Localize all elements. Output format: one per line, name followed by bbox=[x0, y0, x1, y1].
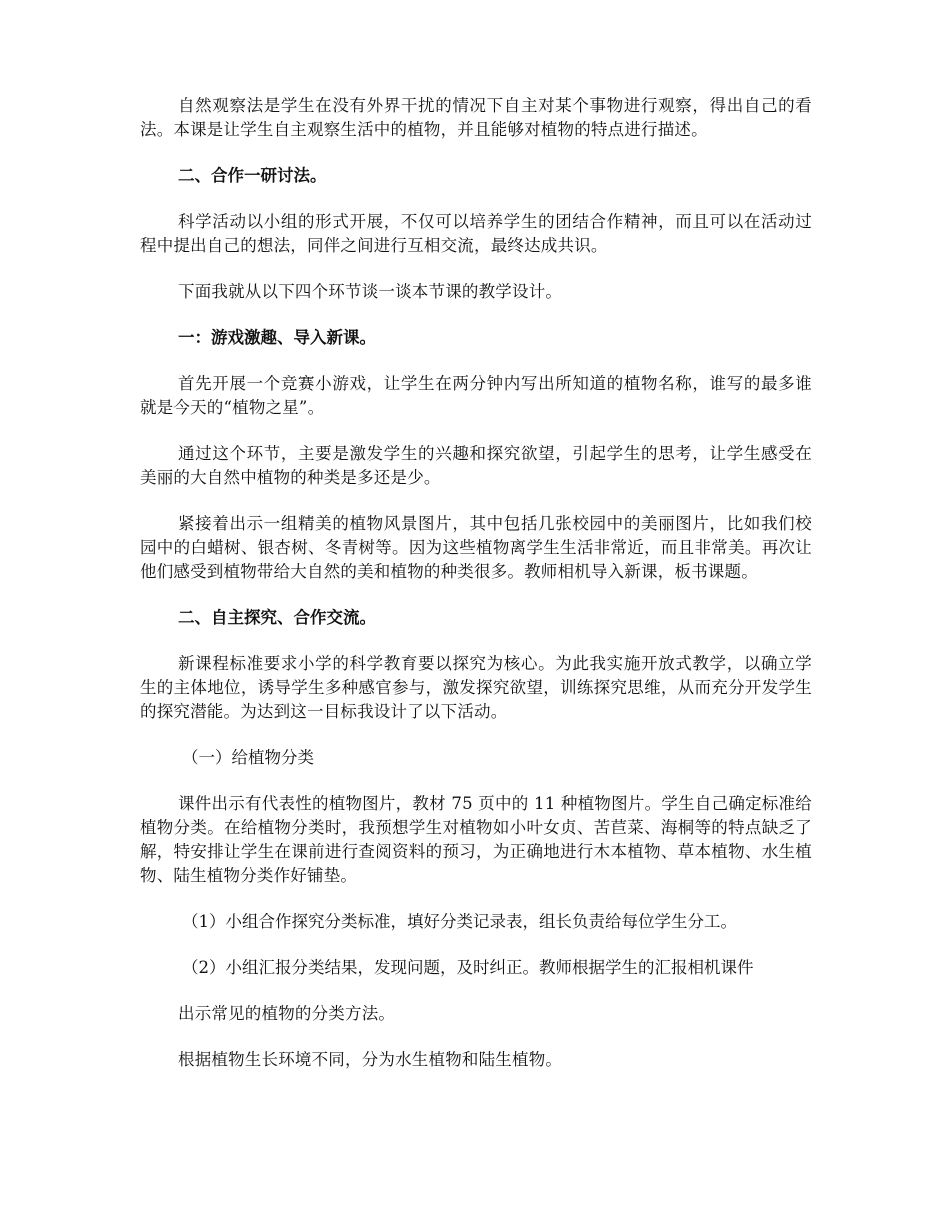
paragraph-growth-environment: 根据植物生长环境不同，分为水生植物和陆生植物。 bbox=[178, 1050, 563, 1069]
document-page bbox=[140, 94, 812, 1072]
paragraph-four-stages: 下面我就从以下四个环节谈一谈本节课的教学设计。 bbox=[178, 282, 563, 301]
list-item-1: （1）小组合作探究分类标准，填好分类记录表，组长负责给每位学生分工。 bbox=[182, 912, 737, 931]
paragraph-classification-methods: 出示常见的植物的分类方法。 bbox=[178, 1004, 396, 1023]
paragraph-courseware-pictures: 课件出示有代表性的植物图片，教材 75 页中的 11 种植物图片。学生自己确定标准给植物分类。在给植物分类时，我预想学生对植物如小叶女贞、苦苣菜、海桐等的特点缺乏了解，特安排让学生在课前进行查阅资料的预习，为正确地进行木本植物、草本植物、水生植物、陆生植物分类作好铺垫。 bbox=[140, 794, 812, 885]
paragraph-group-activity: 科学活动以小组的形式开展，不仅可以培养学生的团结合作精神，而且可以在活动过程中提出自己的想法，同伴之间进行互相交流，最终达成共识。 bbox=[140, 212, 812, 255]
paragraph-competition-game: 首先开展一个竞赛小游戏，让学生在两分钟内写出所知道的植物名称，谁写的最多谁就是今天的“植物之星”。 bbox=[140, 374, 812, 417]
heading-cooperative-method: 二、合作一研讨法。 bbox=[178, 166, 327, 185]
subheading-classify-plants: （一）给植物分类 bbox=[182, 748, 314, 767]
paragraph-stimulate-interest: 通过这个环节，主要是激发学生的兴趣和探究欲望，引起学生的思考，让学生感受在美丽的大自然中植物的种类是多还是少。 bbox=[140, 444, 812, 487]
list-item-2: （2）小组汇报分类结果，发现问题，及时纠正。教师根据学生的汇报相机课件 bbox=[182, 958, 754, 977]
paragraph-natural-observation: 自然观察法是学生在没有外界干扰的情况下自主对某个事物进行观察，得出自己的看法。本课是让学生自主观察生活中的植物，并且能够对植物的特点进行描述。 bbox=[140, 96, 812, 139]
paragraph-curriculum-standard: 新课程标准要求小学的科学教育要以探究为核心。为此我实施开放式教学，以确立学生的主体地位，诱导学生多种感官参与，激发探究欲望，训练探究思维，从而充分开发学生的探究潜能。为达到这一目标我设计了以下活动。 bbox=[140, 654, 812, 721]
heading-self-exploration: 二、自主探究、合作交流。 bbox=[178, 608, 376, 627]
paragraph-plant-pictures: 紧接着出示一组精美的植物风景图片，其中包括几张校园中的美丽图片，比如我们校园中的白蜡树、银杏树、冬青树等。因为这些植物离学生生活非常近，而且非常美。再次让他们感受到植物带给大自然的美和植物的种类很多。教师相机导入新课，板书课题。 bbox=[140, 514, 812, 581]
heading-game-intro: 一：游戏激趣、导入新课。 bbox=[178, 328, 376, 347]
